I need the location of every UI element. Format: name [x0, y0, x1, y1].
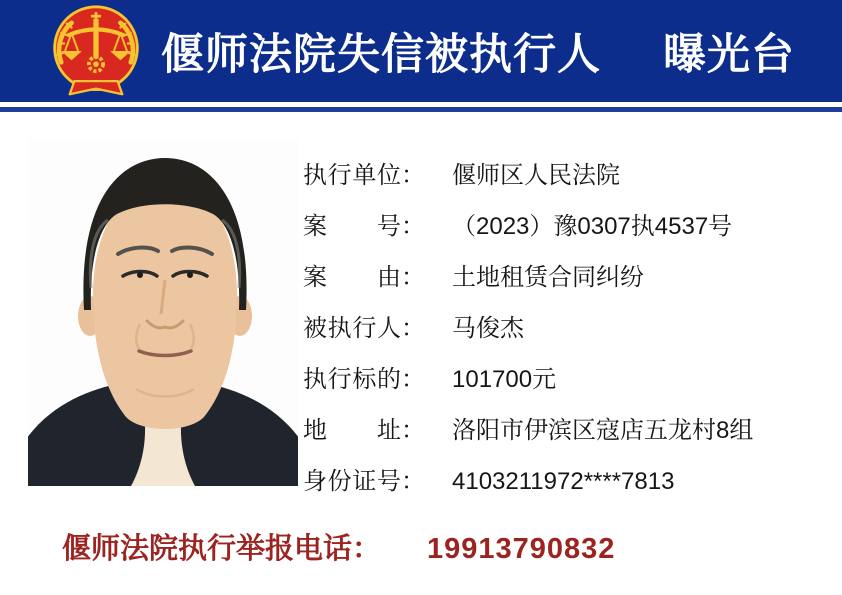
case-info-list — [303, 155, 823, 512]
field-colon: ： — [401, 468, 425, 495]
info-row-person-subject — [303, 308, 823, 342]
field-value: （2023）豫0307执4537号 — [452, 213, 733, 240]
field-value: 4103211972****7813 — [452, 468, 675, 495]
defendant-photo — [28, 138, 298, 486]
china-court-emblem-icon — [49, 3, 143, 99]
info-row-case-number — [303, 206, 823, 240]
field-colon: ： — [401, 315, 425, 342]
field-colon: ： — [401, 213, 425, 240]
field-label: 地 址 — [303, 417, 401, 444]
info-row-executing-court — [303, 155, 823, 189]
field-value: 101700元 — [452, 366, 557, 393]
field-value: 洛阳市伊滨区寇店五龙村8组 — [452, 417, 754, 444]
info-row-case-cause — [303, 257, 823, 291]
header-separator-stripe — [0, 107, 842, 112]
title-main-text: 偃师法院失信被执行人 — [161, 30, 601, 79]
field-value: 土地租赁合同纠纷 — [452, 264, 644, 291]
field-label: 执 行 标 的 — [303, 366, 401, 393]
field-label: 被 执 行 人 — [303, 315, 401, 342]
field-label: 案 号 — [303, 213, 401, 240]
field-colon: ： — [401, 162, 425, 189]
field-value: 偃师区人民法院 — [452, 162, 620, 189]
field-colon: ： — [401, 366, 425, 393]
field-colon: ： — [401, 264, 425, 291]
hotline-number: 19913790832 — [427, 533, 616, 565]
field-colon: ： — [401, 417, 425, 444]
field-label: 执 行 单 位 — [303, 162, 401, 189]
info-row-id-number — [303, 461, 823, 495]
info-row-address — [303, 410, 823, 444]
field-label: 身 份 证 号 — [303, 468, 401, 495]
hotline-row — [62, 526, 615, 567]
field-value: 马俊杰 — [452, 315, 524, 342]
info-row-execution-amount — [303, 359, 823, 393]
field-label: 案 由 — [303, 264, 401, 291]
page-title — [161, 0, 795, 102]
title-sub-text: 曝光台 — [663, 30, 795, 79]
header-banner — [0, 0, 842, 102]
hotline-label: 偃师法院执行举报电话： — [62, 533, 382, 565]
